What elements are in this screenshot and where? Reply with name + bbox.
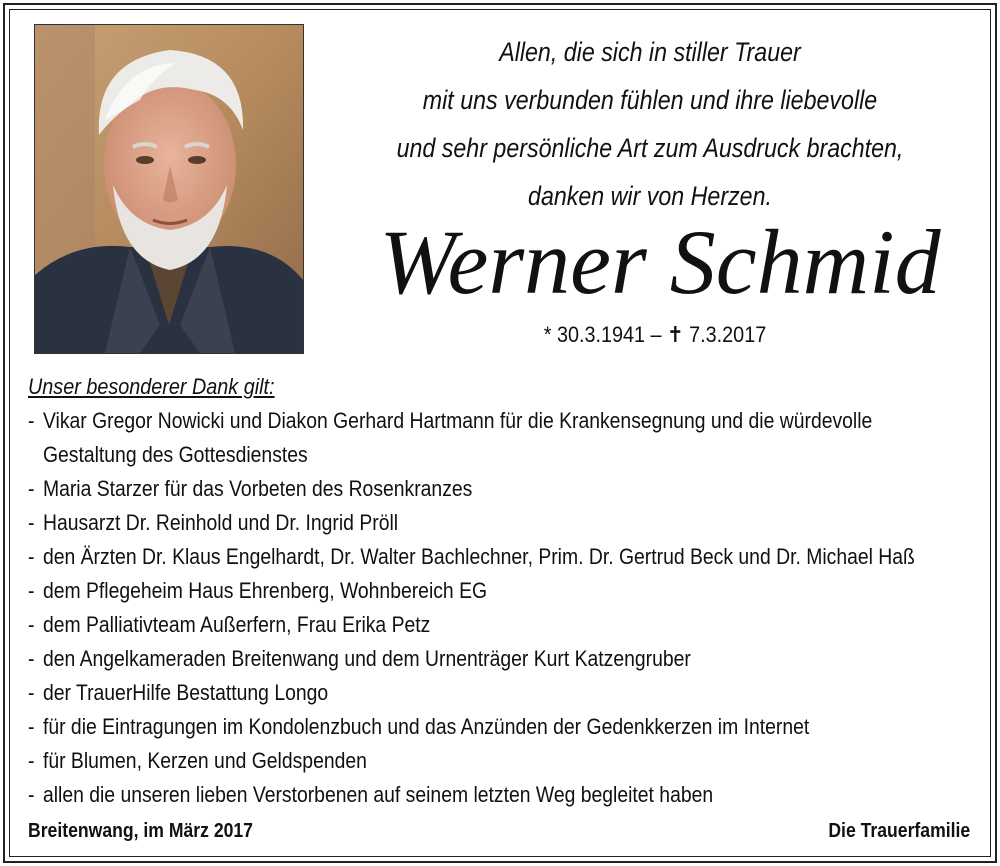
dash-bullet: - <box>28 680 35 705</box>
verse-line: danken wir von Herzen. <box>528 181 772 211</box>
dash-bullet: - <box>28 646 35 671</box>
list-item <box>28 744 864 778</box>
list-item <box>28 472 864 506</box>
list-item-text: Hausarzt Dr. Reinhold und Dr. Ingrid Pröll <box>42 510 399 535</box>
portrait-photo <box>34 24 304 354</box>
life-dates: * 30.3.1941 – ✝ 7.3.2017 <box>543 322 767 347</box>
list-item <box>28 642 864 676</box>
list-item <box>28 778 864 812</box>
list-item <box>28 574 864 608</box>
signature: Die Trauerfamilie <box>828 820 970 842</box>
dash-bullet: - <box>28 476 35 501</box>
list-item-text: Maria Starzer für das Vorbeten des Rosenkranzes <box>42 476 473 501</box>
thanks-section <box>28 370 978 812</box>
list-item <box>28 404 873 472</box>
list-item <box>28 710 864 744</box>
list-item-text: den Ärzten Dr. Klaus Engelhardt, Dr. Walter Bachlechner, Prim. Dr. Gertrud Beck und Dr. Michael Haß <box>42 544 915 569</box>
thanks-heading: Unser besonderer Dank gilt: <box>28 374 275 399</box>
list-item-text: dem Palliativteam Außerfern, Frau Erika Petz <box>42 612 431 637</box>
list-item-text: allen die unseren lieben Verstorbenen auf seinem letzten Weg begleitet haben <box>42 782 714 807</box>
dedication-verse <box>366 28 934 220</box>
verse-line: Allen, die sich in stiller Trauer <box>499 37 801 67</box>
list-item-text: Vikar Gregor Nowicki und Diakon Gerhard Hartmann für die Krankensegnung und die würdevolle <box>42 408 873 433</box>
thanks-list <box>28 404 978 812</box>
dash-bullet: - <box>28 408 35 433</box>
list-item <box>28 608 864 642</box>
list-item-text: für Blumen, Kerzen und Geldspenden <box>42 748 367 773</box>
dash-bullet: - <box>28 578 35 603</box>
deceased-name: Werner Schmid <box>379 211 941 313</box>
list-item <box>28 676 864 710</box>
list-item-continuation: Gestaltung des Gottesdienstes <box>42 442 308 467</box>
list-item-text: der TrauerHilfe Bestattung Longo <box>42 680 329 705</box>
dash-bullet: - <box>28 510 35 535</box>
list-item-text: den Angelkameraden Breitenwang und dem Urnenträger Kurt Katzengruber <box>42 646 691 671</box>
place-and-date: Breitenwang, im März 2017 <box>28 820 253 842</box>
dash-bullet: - <box>28 544 35 569</box>
list-item-text: für die Eintragungen im Kondolenzbuch und das Anzünden der Gedenkkerzen im Internet <box>42 714 810 739</box>
list-item-text: dem Pflegeheim Haus Ehrenberg, Wohnbereich EG <box>42 578 488 603</box>
dash-bullet: - <box>28 612 35 637</box>
list-item <box>28 540 915 574</box>
dash-bullet: - <box>28 782 35 807</box>
dash-bullet: - <box>28 748 35 773</box>
list-item <box>28 506 864 540</box>
dash-bullet: - <box>28 714 35 739</box>
verse-line: und sehr persönliche Art zum Ausdruck brachten, <box>396 133 904 163</box>
verse-line: mit uns verbunden fühlen und ihre liebevolle <box>422 85 878 115</box>
